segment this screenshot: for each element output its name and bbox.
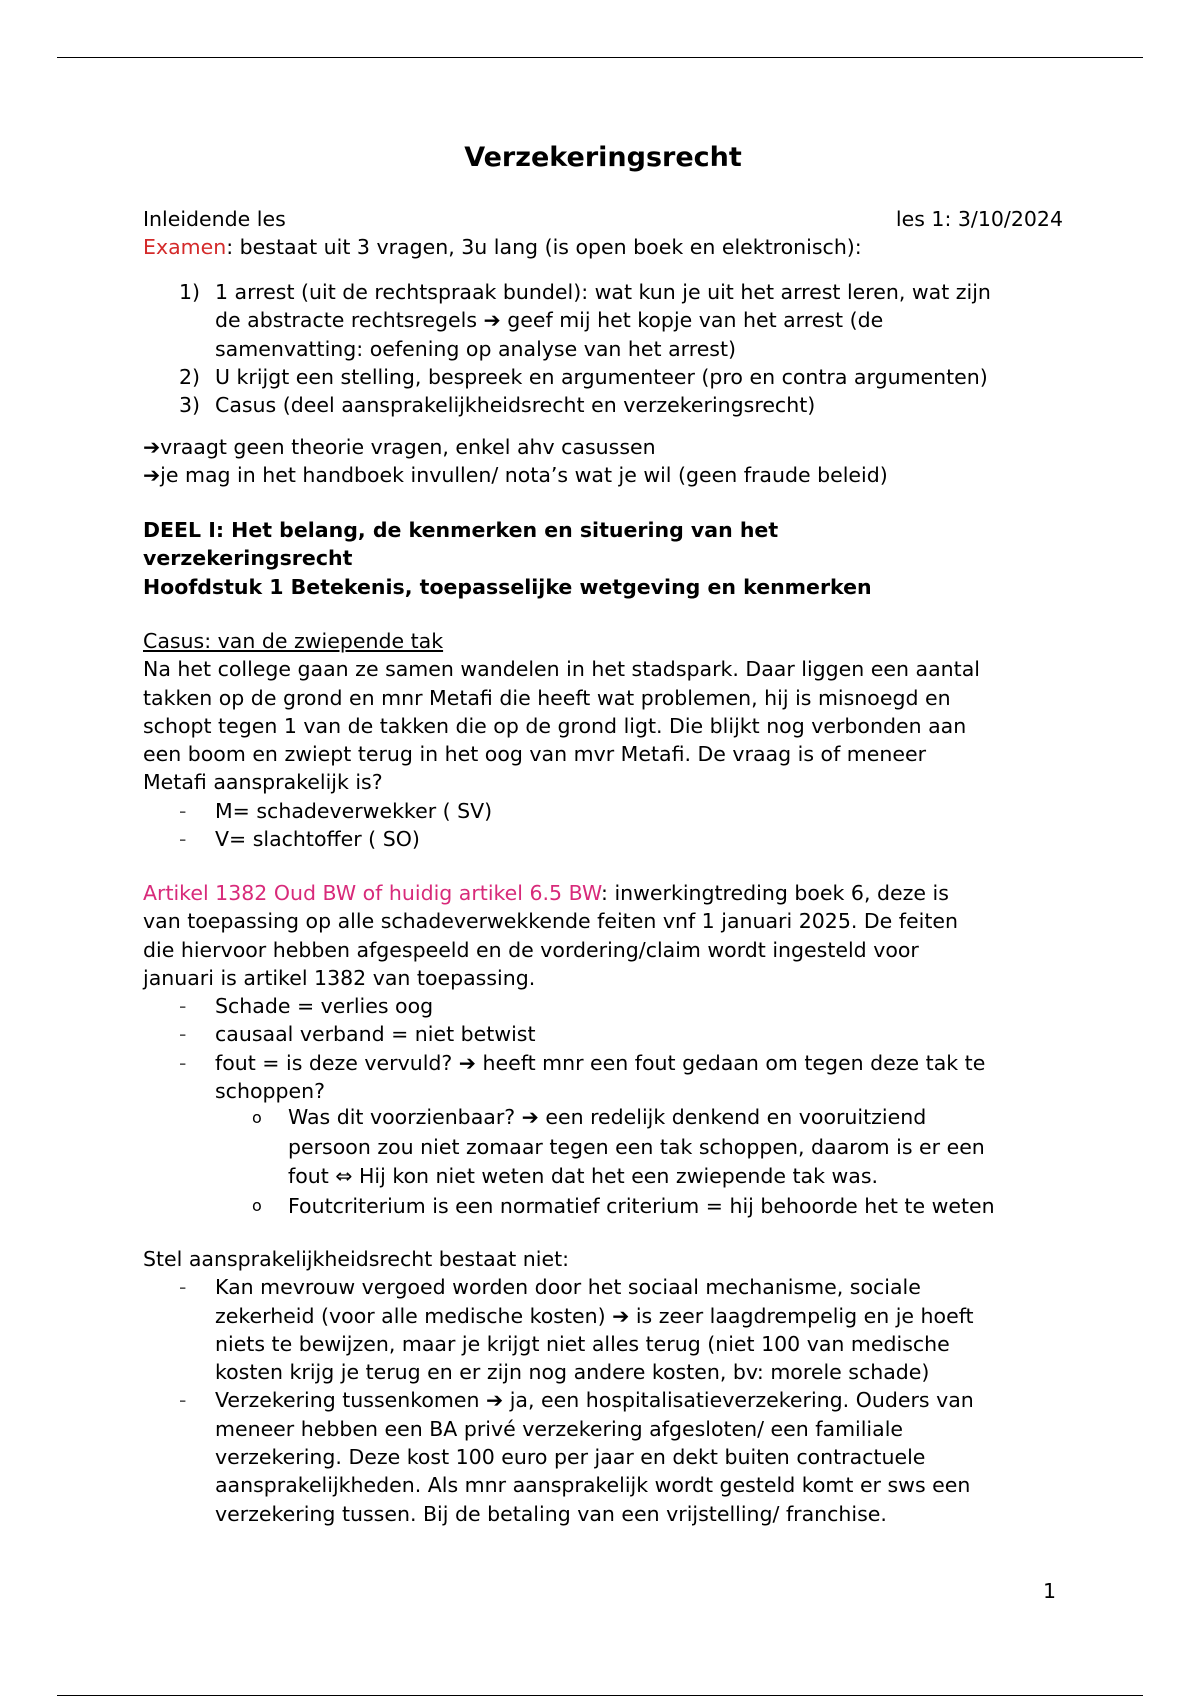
stel-bullet-text: niets te bewijzen, maar je krijgt niet alles terug (niet 100 van medische bbox=[215, 1331, 950, 1356]
exam-item bbox=[143, 391, 1063, 419]
casus-line: een boom en zwiept terug in het oog van mvr Metafi. De vraag is of meneer bbox=[143, 742, 927, 767]
exam-item-text: U krijgt een stelling, bespreek en argumenteer (pro en contra argumenten) bbox=[215, 364, 988, 389]
stel-bullet bbox=[143, 1273, 1063, 1386]
exam-text: : bestaat uit 3 vragen, 3u lang (is open boek en elektronisch): bbox=[226, 235, 862, 260]
artikel-sub-list bbox=[143, 1103, 1063, 1220]
exam-notes bbox=[143, 433, 1063, 490]
stel-bullet bbox=[143, 1386, 1063, 1527]
exam-item-number: 2) bbox=[179, 364, 201, 389]
artikel-bullet bbox=[143, 1020, 1063, 1048]
bullet-dash: - bbox=[179, 827, 187, 852]
artikel-bullet-text: Schade = verlies oog bbox=[215, 994, 434, 1019]
artikel-label: Artikel 1382 Oud BW of huidig artikel 6.5 BW bbox=[143, 881, 602, 905]
stel-bullet-text: verzekering tussen. Bij de betaling van een vrijstelling/ franchise. bbox=[215, 1501, 887, 1526]
casus-bullet-text: M= schadeverwekker ( SV) bbox=[215, 798, 493, 823]
exam-item-text: 1 arrest (uit de rechtspraak bundel): wat kun je uit het arrest leren, wat zijn bbox=[215, 280, 991, 304]
page-title: Verzekeringsrecht bbox=[464, 142, 742, 173]
artikel-first-line bbox=[143, 879, 1063, 907]
exam-item-text: de abstracte rechtsregels ➔ geef mij het kopje van het arrest (de bbox=[215, 308, 884, 333]
artikel-sub-bullet bbox=[143, 1103, 1063, 1192]
artikel-text: : inwerkingtreding boek 6, deze is bbox=[601, 881, 949, 905]
lesson-header bbox=[143, 205, 1063, 233]
stel-bullet-text: Verzekering tussenkomen ➔ ja, een hospitalisatieverzekering. Ouders van bbox=[215, 1388, 974, 1413]
bullet-dash: - bbox=[179, 1050, 187, 1075]
bullet-dash: - bbox=[179, 1275, 187, 1300]
exam-list bbox=[143, 278, 1063, 419]
casus-bullet bbox=[143, 825, 1063, 853]
exam-item-number: 3) bbox=[179, 393, 201, 418]
bullet-dash: - bbox=[179, 994, 187, 1019]
stel-bullet-text: aansprakelijkheden. Als mnr aansprakelijk wordt gesteld komt er sws een bbox=[215, 1473, 971, 1498]
stel-bullet-text: kosten krijg je terug en er zijn nog andere kosten, bv: morele schade) bbox=[215, 1360, 930, 1385]
top-rule bbox=[57, 57, 1143, 58]
artikel-line: januari is artikel 1382 van toepassing. bbox=[143, 965, 536, 990]
casus-line: Metafi aansprakelijk is? bbox=[143, 770, 383, 795]
section-headings bbox=[143, 516, 1063, 601]
artikel-bullet bbox=[143, 1049, 1063, 1106]
artikel-sub-text: Foutcriterium is een normatief criterium = hij behoorde het te weten bbox=[288, 1193, 995, 1218]
stel-section bbox=[143, 1245, 1063, 1528]
artikel-sub-text: persoon zou niet zomaar tegen een tak schoppen, daarom is er een bbox=[288, 1134, 985, 1159]
bottom-rule bbox=[57, 1695, 1143, 1696]
sub-bullet-circle: o bbox=[252, 1108, 262, 1127]
artikel-section bbox=[143, 879, 1063, 1105]
casus-line: schopt tegen 1 van de takken die op de grond ligt. Die blijkt nog verbonden aan bbox=[143, 713, 967, 738]
casus-line: Na het college gaan ze samen wandelen in het stadspark. Daar liggen een aantal bbox=[143, 657, 980, 682]
casus-bullet-text: V= slachtoffer ( SO) bbox=[215, 827, 420, 852]
lesson-name: Inleidende les bbox=[143, 207, 286, 231]
exam-item bbox=[143, 363, 1063, 391]
lesson-date: les 1: 3/10/2024 bbox=[895, 207, 1063, 231]
casus-line: takken op de grond en mnr Metafi die heeft wat problemen, hij is misnoegd en bbox=[143, 685, 951, 710]
exam-item-text: samenvatting: oefening op analyse van het arrest) bbox=[215, 336, 737, 361]
part-heading: DEEL I: Het belang, de kenmerken en situering van het bbox=[143, 518, 779, 542]
note-line: ➔je mag in het handboek invullen/ nota’s wat je wil (geen fraude beleid) bbox=[143, 463, 888, 488]
stel-bullet-text: meneer hebben een BA privé verzekering afgesloten/ een familiale bbox=[215, 1416, 904, 1441]
artikel-bullet-text: fout = is deze vervuld? ➔ heeft mnr een fout gedaan om tegen deze tak te bbox=[215, 1050, 986, 1075]
bullet-dash: - bbox=[179, 798, 187, 823]
intro-section bbox=[143, 205, 1063, 262]
page-number: 1 bbox=[1043, 1579, 1057, 1603]
artikel-bullet bbox=[143, 992, 1063, 1020]
exam-label: Examen bbox=[143, 235, 227, 260]
sub-bullet-circle: o bbox=[252, 1195, 262, 1215]
part-heading: verzekeringsrecht bbox=[143, 546, 353, 571]
stel-bullet-text: Kan mevrouw vergoed worden door het sociaal mechanisme, sociale bbox=[215, 1275, 921, 1300]
casus-bullet bbox=[143, 797, 1063, 825]
artikel-line: van toepassing op alle schadeverwekkende feiten vnf 1 januari 2025. De feiten bbox=[143, 909, 958, 934]
artikel-line: die hiervoor hebben afgespeeld en de vordering/claim wordt ingesteld voor bbox=[143, 937, 919, 962]
stel-intro: Stel aansprakelijkheidsrecht bestaat niet: bbox=[143, 1247, 570, 1271]
casus-section bbox=[143, 627, 1063, 853]
exam-item bbox=[143, 278, 1063, 363]
exam-item-text: Casus (deel aansprakelijkheidsrecht en verzekeringsrecht) bbox=[215, 393, 816, 418]
casus-title: Casus: van de zwiepende tak bbox=[143, 629, 444, 653]
artikel-sub-text: Was dit voorzienbaar? ➔ een redelijk denkend en vooruitziend bbox=[288, 1105, 927, 1129]
note-line: ➔vraagt geen theorie vragen, enkel ahv casussen bbox=[143, 435, 656, 459]
chapter-heading: Hoofdstuk 1 Betekenis, toepasselijke wetgeving en kenmerken bbox=[143, 574, 872, 599]
artikel-sub-text: fout ⇔ Hij kon niet weten dat het een zwiepende tak was. bbox=[288, 1164, 879, 1188]
artikel-bullet-text: schoppen? bbox=[215, 1079, 325, 1104]
exam-line bbox=[143, 233, 1063, 261]
bullet-dash: - bbox=[179, 1388, 187, 1413]
stel-bullet-text: verzekering. Deze kost 100 euro per jaar en dekt buiten contractuele bbox=[215, 1445, 926, 1470]
stel-bullet-text: zekerheid (voor alle medische kosten) ➔ is zeer laagdrempelig en je hoeft bbox=[215, 1303, 974, 1328]
artikel-sub-bullet bbox=[143, 1192, 1063, 1220]
bullet-dash: - bbox=[179, 1022, 187, 1047]
exam-item-number: 1) bbox=[179, 280, 201, 304]
artikel-bullet-text: causaal verband = niet betwist bbox=[215, 1022, 536, 1047]
